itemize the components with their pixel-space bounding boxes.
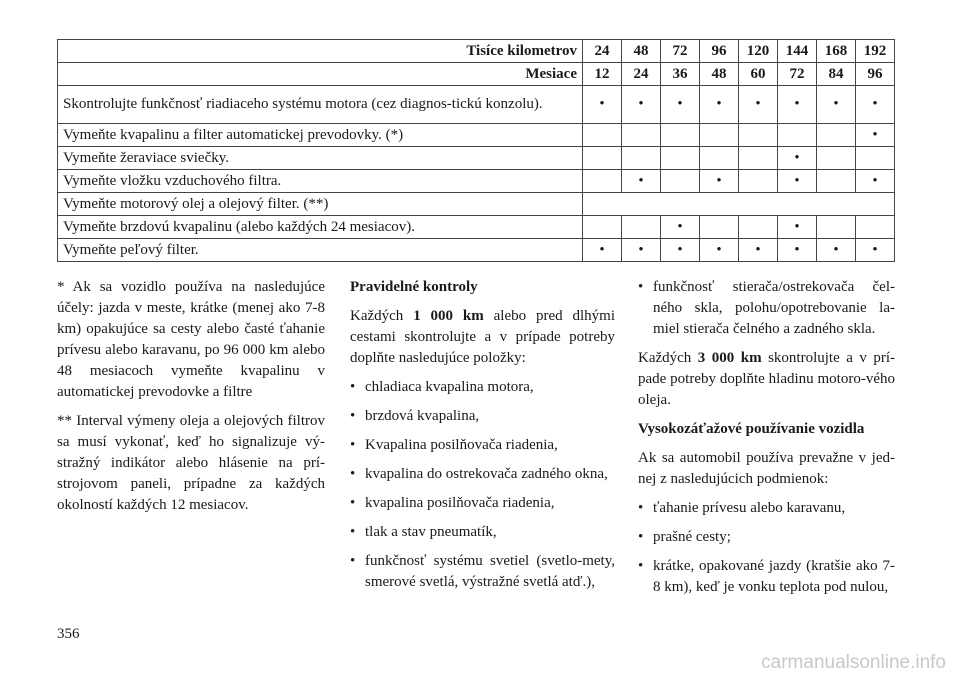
mark-cell — [583, 239, 622, 262]
empty-cell — [661, 124, 700, 147]
empty-cell — [817, 147, 856, 170]
empty-cell — [817, 170, 856, 193]
empty-cell — [622, 124, 661, 147]
list-item — [638, 556, 895, 598]
header-cell: 36 — [661, 63, 700, 86]
mark-cell — [661, 216, 700, 239]
header-cell: 120 — [739, 40, 778, 63]
bullet-icon: • — [872, 241, 878, 258]
mark-cell — [778, 86, 817, 124]
heavy-use-intro: Ak sa automobil používa prevažne v jed-nej z nasledujúcich podmienok: — [638, 450, 895, 487]
mark-cell — [856, 239, 895, 262]
list-item-text: ťahanie prívesu alebo karavanu, — [653, 500, 846, 516]
empty-cell — [739, 170, 778, 193]
empty-cell — [700, 147, 739, 170]
empty-cell — [739, 147, 778, 170]
bullet-icon: • — [638, 241, 644, 258]
list-item-text: brzdová kvapalina, — [365, 408, 480, 424]
bullet-icon: • — [677, 241, 683, 258]
mark-cell — [700, 239, 739, 262]
empty-merged-cell — [583, 193, 895, 216]
bullet-icon: • — [794, 172, 800, 189]
every-3000km-paragraph: Každých 3 000 km skontrolujte a v prí-pade potreby doplňte hladinu motoro-vého oleja. — [638, 350, 896, 408]
header-cell: 48 — [622, 40, 661, 63]
mark-cell — [778, 239, 817, 262]
mark-cell — [778, 170, 817, 193]
list-item — [350, 377, 615, 398]
list-item — [350, 464, 615, 485]
list-item — [638, 498, 895, 519]
table-row — [58, 193, 895, 216]
empty-cell — [700, 216, 739, 239]
page-number: 356 — [57, 626, 80, 642]
bullet-icon: • — [638, 279, 644, 295]
bullet-icon: • — [599, 96, 605, 112]
header-cell: 48 — [700, 63, 739, 86]
list-item-text: prašné cesty; — [653, 529, 731, 545]
mark-cell — [778, 216, 817, 239]
empty-cell — [700, 124, 739, 147]
header-cell: 168 — [817, 40, 856, 63]
mark-cell — [817, 239, 856, 262]
bullet-icon: • — [599, 241, 605, 258]
table-header-row — [58, 40, 895, 63]
empty-cell — [583, 124, 622, 147]
mark-cell — [856, 170, 895, 193]
mark-cell — [856, 124, 895, 147]
mark-cell — [817, 86, 856, 124]
bullet-icon: • — [716, 96, 722, 112]
empty-cell — [856, 147, 895, 170]
bullet-icon: • — [350, 437, 356, 453]
table-row — [58, 124, 895, 147]
row-label: Vymeňte peľový filter. — [58, 239, 583, 262]
mark-cell — [661, 86, 700, 124]
empty-cell — [817, 216, 856, 239]
empty-cell — [817, 124, 856, 147]
empty-cell — [661, 147, 700, 170]
watermark: carmanualsonline.info — [761, 652, 946, 673]
list-item-text: Kvapalina posilňovača riadenia, — [365, 437, 558, 453]
empty-cell — [856, 216, 895, 239]
row-label: Vymeňte kvapalinu a filter automatickej prevodovky. (*) — [58, 124, 583, 147]
bullet-icon: • — [872, 126, 878, 143]
mark-cell — [622, 170, 661, 193]
row-label: Vymeňte brzdovú kvapalinu (alebo každých 24 mesiacov). — [58, 216, 583, 239]
empty-cell — [622, 147, 661, 170]
list-item-text: kvapalina posilňovača riadenia, — [365, 495, 555, 511]
section-heading-heavy-use: Vysokozáťažové používanie vozidla — [638, 421, 865, 437]
empty-cell — [661, 170, 700, 193]
bullet-icon: • — [638, 558, 644, 574]
header-cell: 144 — [778, 40, 817, 63]
list-item — [350, 522, 615, 543]
mark-cell — [622, 239, 661, 262]
bullet-icon: • — [794, 241, 800, 258]
empty-cell — [739, 124, 778, 147]
empty-cell — [583, 147, 622, 170]
empty-cell — [622, 216, 661, 239]
bullet-icon: • — [638, 96, 644, 112]
mark-cell — [856, 86, 895, 124]
maintenance-schedule-table — [57, 39, 895, 262]
heavy-use-column — [638, 277, 895, 606]
bullet-icon: • — [794, 218, 800, 235]
bullet-icon: • — [350, 466, 356, 482]
mark-cell — [739, 86, 778, 124]
bullet-icon: • — [794, 149, 800, 166]
header-cell: 84 — [817, 63, 856, 86]
list-item — [638, 527, 895, 548]
header-cell: 96 — [856, 63, 895, 86]
header-cell: 12 — [583, 63, 622, 86]
header-label: Tisíce kilometrov — [58, 40, 583, 63]
bullet-icon: • — [716, 172, 722, 189]
bullet-icon: • — [677, 218, 683, 235]
mark-cell — [622, 86, 661, 124]
header-cell: 60 — [739, 63, 778, 86]
table-row — [58, 239, 895, 262]
bullet-icon: • — [794, 96, 800, 112]
footnote-oil-interval: ** Interval výmeny oleja a olejových filtrov sa musí vykonať, keď ho signalizuje vý-stražný indikátor alebo hlásenie na prí-strojovom paneli, prípadne za každých okolností každých 12 mesiacov. — [57, 413, 325, 513]
bullet-icon: • — [350, 408, 356, 424]
footnote-automatic-transmission: * Ak sa vozidlo používa na nasledujúce účely: jazda v meste, krátke (menej ako 7-8 km) opakujúce sa cesty alebo časté ťahanie prívesu alebo karavanu, po 96 000 km alebo 48 mesiacoch vymeňte kvapalinu v automatickej prevodovke a filtre — [57, 279, 325, 400]
list-item-text: chladiaca kvapalina motora, — [365, 379, 534, 395]
empty-cell — [739, 216, 778, 239]
empty-cell — [583, 170, 622, 193]
bullet-icon: • — [677, 96, 683, 112]
list-item — [350, 493, 615, 514]
mark-cell — [700, 170, 739, 193]
header-label: Mesiace — [58, 63, 583, 86]
bullet-icon: • — [350, 495, 356, 511]
header-cell: 96 — [700, 40, 739, 63]
mark-cell — [700, 86, 739, 124]
regular-checks-column — [350, 277, 615, 601]
header-cell: 24 — [622, 63, 661, 86]
mark-cell — [661, 239, 700, 262]
list-item — [350, 551, 615, 593]
list-item-text: funkčnosť systému svetiel (svetlo-mety, smerové svetlá, výstražné svetlá atď.), — [365, 553, 615, 590]
table-row — [58, 147, 895, 170]
table-header-row — [58, 63, 895, 86]
row-label: Vymeňte žeraviace sviečky. — [58, 147, 583, 170]
empty-cell — [583, 216, 622, 239]
header-cell: 72 — [778, 63, 817, 86]
row-label: Vymeňte motorový olej a olejový filter. (**) — [58, 193, 583, 216]
row-label: Vymeňte vložku vzduchového filtra. — [58, 170, 583, 193]
bullet-icon: • — [350, 553, 356, 569]
list-item — [350, 406, 615, 427]
bullet-icon: • — [638, 500, 644, 516]
bullet-icon: • — [755, 96, 761, 112]
bullet-icon: • — [638, 172, 644, 189]
bullet-icon: • — [716, 241, 722, 258]
bullet-icon: • — [833, 241, 839, 258]
bullet-icon: • — [872, 96, 878, 112]
table-row — [58, 86, 895, 124]
list-item — [350, 435, 615, 456]
header-cell: 72 — [661, 40, 700, 63]
list-item-text: kvapalina do ostrekovača zadného okna, — [365, 466, 608, 482]
regular-checks-intro: Každých 1 000 km alebo pred dlhými cestami skontrolujte a v prípade potreby doplňte nasledujúce položky: — [350, 308, 616, 366]
bullet-icon: • — [350, 379, 356, 395]
list-item: • funkčnosť stierača/ostrekovača čel-ného skla, polohu/opotrebovanie la-miel stierača čelného a zadného skla. — [638, 279, 895, 337]
mark-cell — [739, 239, 778, 262]
header-cell: 192 — [856, 40, 895, 63]
bullet-icon: • — [350, 524, 356, 540]
section-heading-regular-checks: Pravidelné kontroly — [350, 279, 478, 295]
header-cell: 24 — [583, 40, 622, 63]
table-row — [58, 216, 895, 239]
bullet-icon: • — [755, 241, 761, 258]
list-item-text: krátke, opakované jazdy (kratšie ako 7-8 km), keď je vonku teplota pod nulou, — [653, 558, 895, 595]
list-item-text: tlak a stav pneumatík, — [365, 524, 497, 540]
empty-cell — [778, 124, 817, 147]
regular-checks-list — [350, 377, 615, 593]
footnotes-column — [57, 277, 325, 524]
heavy-use-list — [638, 498, 895, 598]
mark-cell — [778, 147, 817, 170]
row-label: Skontrolujte funkčnosť riadiaceho systému motora (cez diagnos-tickú konzolu). — [58, 86, 583, 124]
bullet-icon: • — [872, 172, 878, 189]
mark-cell — [583, 86, 622, 124]
table-row — [58, 170, 895, 193]
bullet-icon: • — [833, 96, 839, 112]
bullet-icon: • — [638, 529, 644, 545]
